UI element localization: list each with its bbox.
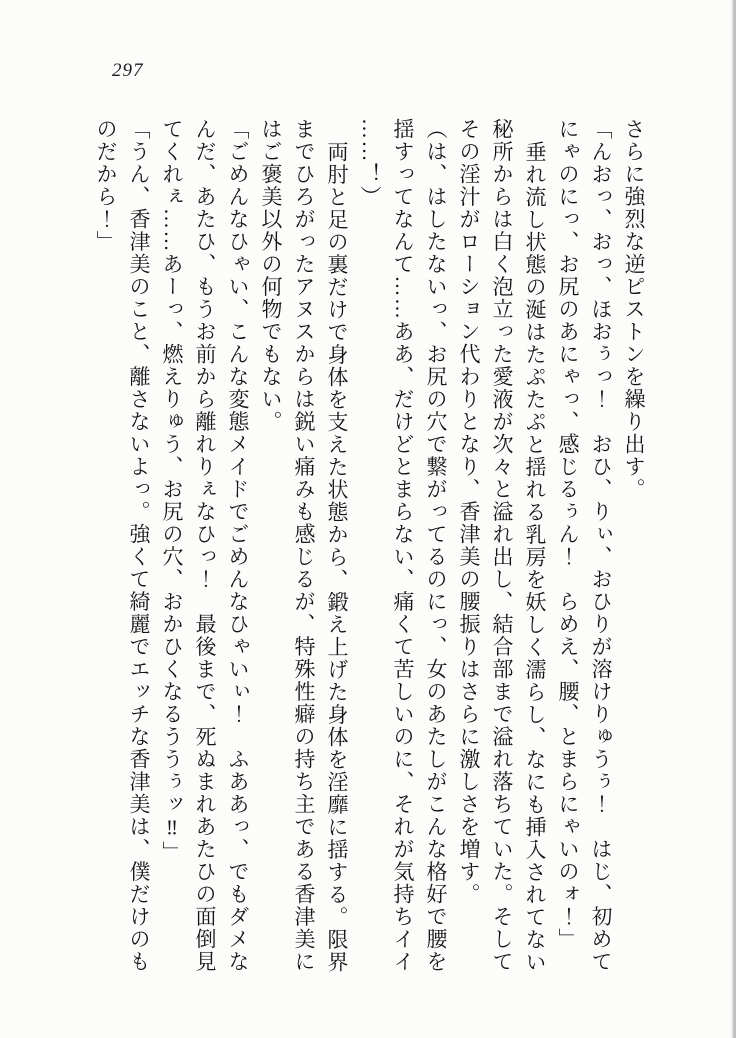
text-column: までひろがったアヌスからは鋭い痛みも感じるが、特殊性癖の持ち主である香津美に xyxy=(292,118,316,973)
page-edge-shadow xyxy=(731,0,736,1038)
text-column: 秘所からは白く泡立った愛液が次々と溢れ出し、結合部まで溢れ落ちていた。そして xyxy=(490,118,514,973)
text-column: んだ、あたひ、もうお前から離れりぇなひっ！ 最後まで、死ぬまれあたひの面倒見 xyxy=(193,118,217,973)
text-column: のだから！」 xyxy=(94,118,118,253)
text-block xyxy=(89,118,650,994)
page-number: 297 xyxy=(112,60,144,81)
text-column: （は、はしたないっ、お尻の穴で繋がってるのにっ、女のあたしがこんな格好で腰を xyxy=(424,118,448,973)
text-column: 「んおっ、おっ、ほおぅっ！ おひ、りぃ、おひりが溶けりゅうぅ！ はじ、初めて xyxy=(589,118,613,973)
text-column: 揺すってなんて……ああ、だけどとまらない、痛くて苦しいのに、それが気持ちイイ xyxy=(391,118,415,973)
text-column: 垂れ流し状態の涎はたぷたぷと揺れる乳房を妖しく濡らし、なにも挿入されてない xyxy=(523,141,547,974)
text-column: にゃのにっ、お尻のあにゃっ、感じるぅん！ らめえ、腰、とまらにゃいのォ！」 xyxy=(556,118,580,951)
text-column: 「うん、香津美のこと、離さないよっ。強くて綺麗でエッチな香津美は、僕だけのも xyxy=(127,118,151,973)
text-column: てくれぇ……あーっ、燃えりゅう、お尻の穴、おかひくなるううぅッ‼」 xyxy=(160,118,184,864)
text-column: その淫汁がローション代わりとなり、香津美の腰振りはさらに激しさを増す。 xyxy=(457,118,481,906)
text-column: 両肘と足の裏だけで身体を支えた状態から、鍛え上げた身体を淫靡に揺する。限界 xyxy=(325,141,349,974)
text-column: ……！） xyxy=(358,118,382,208)
text-column: 「ごめんなひゃい、こんな変態メイドでごめんなひゃいぃ！ ふああっ、でもダメな xyxy=(226,118,250,973)
text-column: はご褒美以外の何物でもない。 xyxy=(259,118,283,433)
text-column: さらに強烈な逆ピストンを繰り出す。 xyxy=(622,118,646,501)
